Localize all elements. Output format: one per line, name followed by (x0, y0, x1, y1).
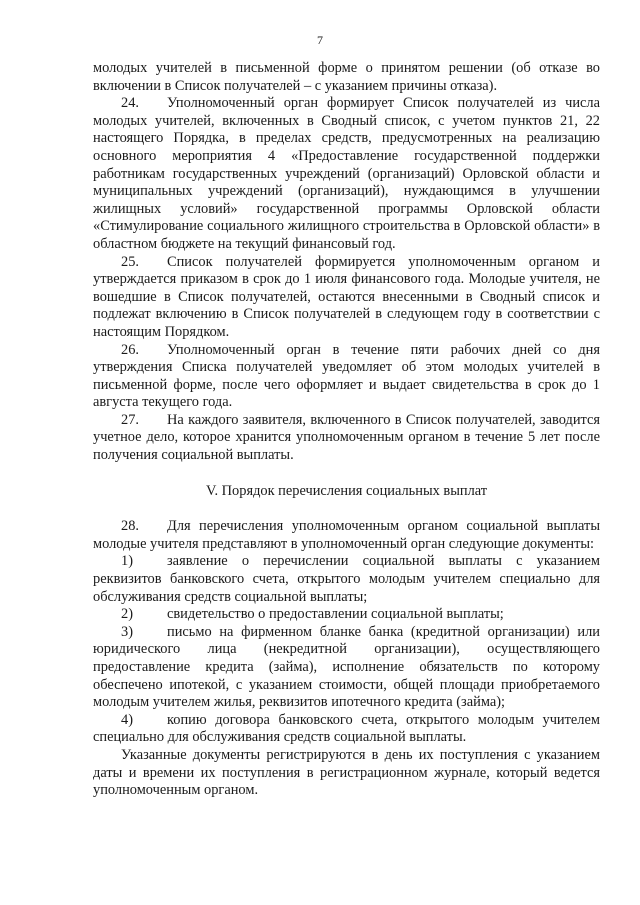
paragraph-28 (93, 518, 600, 553)
paragraph-number: 28. (121, 518, 139, 535)
list-item-4 (93, 712, 600, 747)
list-item-number: 1) (121, 553, 133, 570)
list-item-text: свидетельство о предоставлении социальной выплаты; (167, 606, 504, 623)
list-item-text: копию договора банковского счета, открытого молодым учителем специально для обслуживания средств социальной выплаты. (93, 711, 600, 746)
paragraph-number: 26. (121, 341, 139, 358)
list-item-number: 3) (121, 623, 133, 640)
paragraph-26 (93, 342, 600, 412)
list-item-3 (93, 624, 600, 712)
paragraph-25 (93, 254, 600, 342)
paragraph-number: 27. (121, 411, 139, 428)
page-number: 7 (317, 33, 323, 47)
list-item-2 (93, 606, 600, 624)
paragraph-text: На каждого заявителя, включенного в Список получателей, заводится учетное дело, которое хранится уполномоченным органом в течение 5 лет после получения социальной выплаты. (93, 411, 600, 464)
paragraph-number: 24. (121, 95, 139, 112)
paragraph-24 (93, 95, 600, 253)
list-item-number: 4) (121, 711, 133, 728)
paragraph-text: Список получателей формируется уполномоченным органом и утверждается приказом в срок до 1 июля финансового года. Молодые учителя, не вошедшие в Список получателей, остаются внесенными в Сводный список и подлежат включению в Список получателей в следующем году в соответствии с настоящим Порядком. (93, 253, 600, 340)
list-item-number: 2) (121, 606, 133, 623)
paragraph-text: Уполномоченный орган формирует Список получателей из числа молодых учителей, включенных в Сводный список, с учетом пунктов 21, 22 настоящего Порядка, в пределах средств, предусмотренных на реализацию основного мероприятия 4 «Предоставление государственной поддержки работникам государственных учреждений (организаций) Орловской области и муниципальных учреждений (организаций), нуждающимся в улучшении жилищных условий» государственной программы Орловской области «Стимулирование социального жилищного строительства в Орловской области» в областном бюджете на текущий финансовый год. (93, 95, 600, 252)
document-body (93, 60, 600, 800)
section-heading: V. Порядок перечисления социальных выплат (205, 482, 488, 499)
paragraph-27 (93, 412, 600, 465)
paragraph-number: 25. (121, 253, 139, 270)
paragraph-text: Для перечисления уполномоченным органом социальной выплаты молодые учителя представляют в уполномоченный орган следующие документы: (93, 518, 600, 552)
list-item-1 (93, 553, 600, 606)
paragraph-text: Уполномоченный орган в течение пяти рабочих дней со дня утверждения Списка получателей уведомляет об этом молодых учителей в письменной форме, после чего оформляет и выдает свидетельства в срок до 1 августа текущего года. (93, 341, 600, 411)
paragraph-continuation: молодых учителей в письменной форме о принятом решении (об отказе во включении в Список получателей – с указанием причины отказа). (93, 60, 600, 94)
paragraph-final: Указанные документы регистрируются в день их поступления с указанием даты и времени их поступления в регистрационном журнале, который ведется уполномоченным органом. (93, 746, 600, 799)
list-item-text: письмо на фирменном бланке банка (кредитной организации) или юридического лица (некредитной организации), осуществляющего предоставление кредита (займа), исполнение обязательств по которому обеспечено ипотекой, с указанием стоимости, общей площади приобретаемого молодым учителем жилья, реквизитов ипотечного кредита (займа); (93, 623, 600, 711)
list-item-text: заявление о перечислении социальной выплаты с указанием реквизитов банковского счета, открытого молодым учителем специально для обслуживания средств социальной выплаты; (93, 553, 600, 605)
